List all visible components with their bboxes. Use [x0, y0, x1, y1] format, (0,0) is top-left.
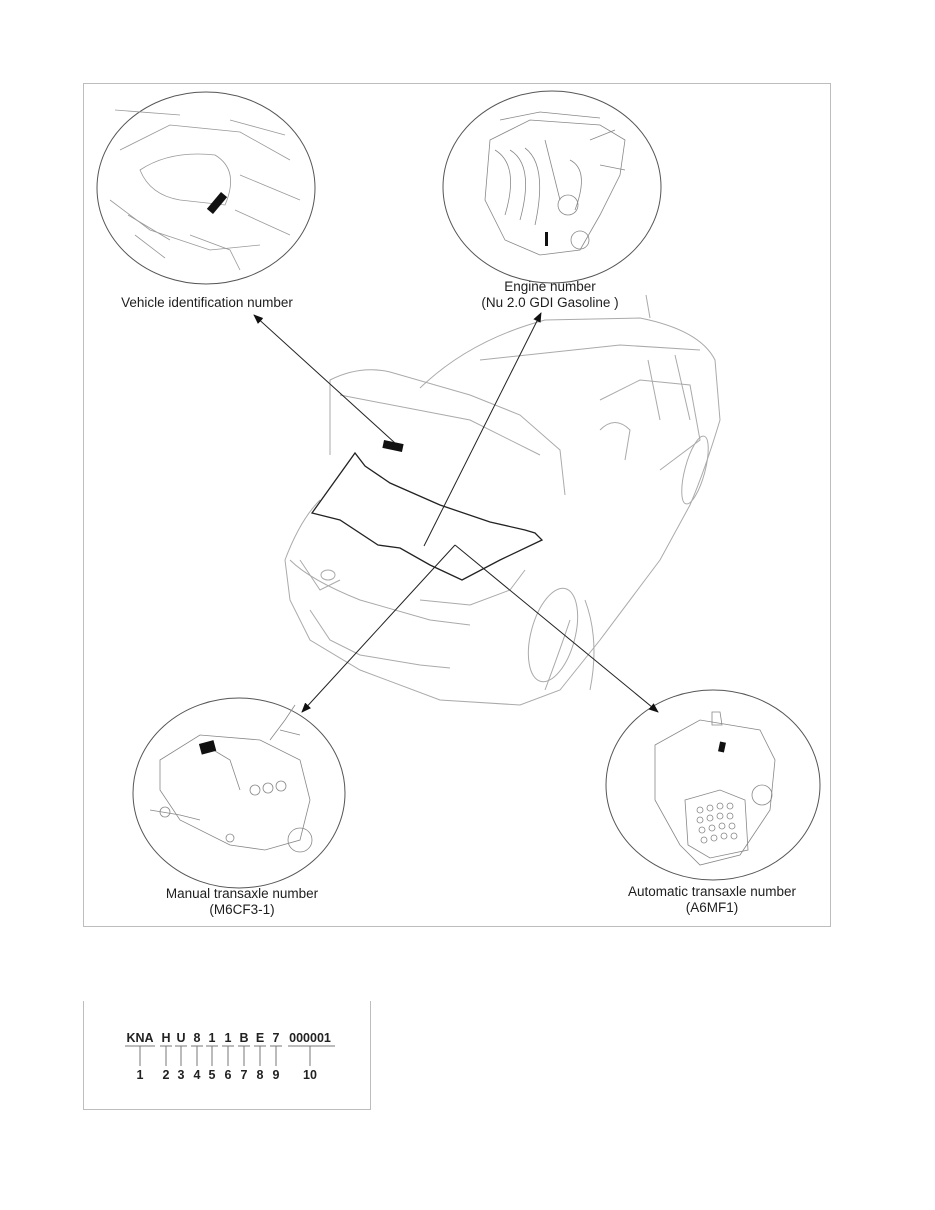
vin-segment: H — [161, 1031, 171, 1045]
vin-segment-index: 2 — [162, 1068, 170, 1082]
vin-segment: KNA — [126, 1031, 154, 1045]
vin-location-label — [110, 295, 304, 311]
engine-label-text: Engine number — [504, 279, 596, 294]
vin-segment-index: 5 — [208, 1068, 216, 1082]
vin-segment-index: 10 — [303, 1068, 317, 1082]
vin-code-lines — [125, 1046, 335, 1066]
vin-detail-circle — [97, 92, 315, 284]
vin-segment: 1 — [224, 1031, 232, 1045]
auto-label-subtext: (A6MF1) — [685, 900, 739, 915]
engine-detail-circle — [443, 91, 661, 283]
vin-segment-index: 9 — [272, 1068, 280, 1082]
vin-segment: 8 — [193, 1031, 201, 1045]
vin-segment: 7 — [272, 1031, 280, 1045]
manual-transaxle-detail-circle — [133, 698, 345, 888]
vin-label-text: Vehicle identification number — [121, 295, 293, 310]
automatic-transaxle-detail-circle — [606, 690, 820, 880]
vin-segment: E — [255, 1031, 265, 1045]
vin-segment-index: 6 — [224, 1068, 232, 1082]
engine-label-subtext: (Nu 2.0 GDI Gasoline ) — [481, 295, 619, 310]
engine-number-label — [460, 279, 640, 311]
vin-segment-index: 3 — [177, 1068, 185, 1082]
vin-segment: U — [176, 1031, 186, 1045]
vin-segment-index: 4 — [193, 1068, 201, 1082]
engine-bay-outline — [312, 453, 542, 580]
manual-label-text: Manual transaxle number — [165, 886, 319, 901]
manual-transaxle-label — [150, 886, 334, 918]
car-outline — [285, 295, 720, 705]
vin-segment: 000001 — [289, 1031, 331, 1045]
vin-segment-index: 7 — [240, 1068, 248, 1082]
auto-label-text: Automatic transaxle number — [627, 884, 797, 899]
vin-segment-index: 1 — [136, 1068, 144, 1082]
manual-label-subtext: (M6CF3-1) — [209, 902, 275, 917]
automatic-transaxle-label — [614, 884, 810, 916]
vin-segment: B — [239, 1031, 249, 1045]
leader-arrows — [254, 313, 658, 712]
vin-segment: 1 — [208, 1031, 216, 1045]
vin-segment-index: 8 — [256, 1068, 264, 1082]
